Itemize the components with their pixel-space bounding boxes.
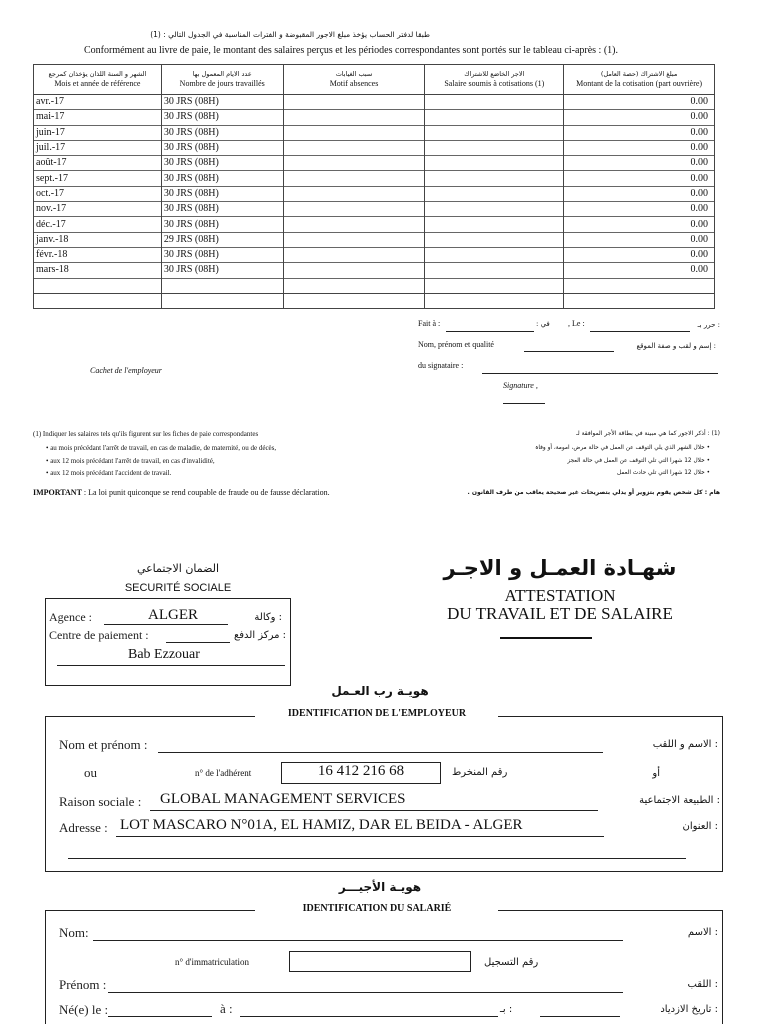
cell-month: août-17 xyxy=(34,156,162,171)
employer-nom-label: Nom et prénom : xyxy=(59,737,148,752)
cell-days: 30 JRS (08H) xyxy=(161,263,283,278)
cell-salaire xyxy=(425,186,564,201)
prenom-label: Prénom : xyxy=(59,977,107,992)
cell-motif xyxy=(283,186,425,201)
header-motif: سبب الغيابات Motif absences xyxy=(283,65,425,95)
cell-month: juin-17 xyxy=(34,125,162,140)
employer-heading-french: IDENTIFICATION DE L'EMPLOYEUR xyxy=(287,708,467,719)
cell-cotisation: 0.00 xyxy=(564,110,715,125)
raison-value: GLOBAL MANAGEMENT SERVICES xyxy=(160,791,406,807)
table-row xyxy=(34,202,715,217)
cell-days: 30 JRS (08H) xyxy=(161,95,283,110)
raison-label: Raison sociale : xyxy=(59,794,142,809)
immat-box xyxy=(289,951,471,972)
cell-salaire xyxy=(425,171,564,186)
centre-label: Centre de paiement : xyxy=(49,628,149,642)
immat-label: n° d'immatriculation xyxy=(175,957,249,967)
table-header-row xyxy=(34,65,715,95)
cell-days: 30 JRS (08H) xyxy=(161,202,283,217)
cell-days: 30 JRS (08H) xyxy=(161,186,283,201)
employee-heading-arabic: هويـة الأجيـــر xyxy=(338,880,422,894)
cell-motif xyxy=(283,95,425,110)
fi-label: في : xyxy=(536,320,550,328)
cell-cotisation: 0.00 xyxy=(564,171,715,186)
table-row xyxy=(34,125,715,140)
cell-month: sept.-17 xyxy=(34,171,162,186)
table-row xyxy=(34,186,715,201)
employer-ou-arabic: أو xyxy=(652,768,660,779)
cell-motif xyxy=(283,110,425,125)
notes-fr-item: • aux 12 mois précédant l'accident de travail. xyxy=(46,469,172,477)
cell-salaire xyxy=(425,263,564,278)
cell-salaire xyxy=(425,140,564,155)
adresse-label: Adresse : xyxy=(59,820,108,835)
notes-ar-item: • خلال الشهر الذي يلي التوقف عن العمل في حالة مرض، امومة، أو وفاة xyxy=(535,445,710,451)
cell-cotisation: 0.00 xyxy=(564,156,715,171)
notes-fr-title: (1) Indiquer les salaires tels qu'ils figurent sur les fiches de paie correspondantes xyxy=(33,430,259,438)
cell-cotisation: 0.00 xyxy=(564,140,715,155)
cell-month: mai-17 xyxy=(34,110,162,125)
employee-nom-label: Nom: xyxy=(59,925,89,940)
cell-cotisation: 0.00 xyxy=(564,186,715,201)
nom-qualite-label: Nom, prénom et qualité xyxy=(418,340,494,349)
fait-a-label: Fait à : xyxy=(418,319,441,328)
intro-french: Conformément au livre de paie, le montant des salaires perçus et les périodes correspondantes sont portés sur le tableau ci-après : (1). xyxy=(84,45,618,56)
centre-value: Bab Ezzouar xyxy=(128,647,200,662)
table-row xyxy=(34,156,715,171)
important-ar: هام : كل شخص يقوم بتزوير أو يدلي بتصريحات غير صحيحة يعاقب من طرف القانون . xyxy=(467,489,720,496)
cell-cotisation: 0.00 xyxy=(564,217,715,232)
cell-salaire xyxy=(425,217,564,232)
cell-salaire xyxy=(425,202,564,217)
raison-arabic: : الطبيعة الاجتماعية xyxy=(639,795,720,806)
cell-month xyxy=(34,278,162,293)
cell-motif xyxy=(283,125,425,140)
cell-cotisation xyxy=(564,278,715,293)
centre-arabic: : مركز الدفع xyxy=(233,630,286,641)
adresse-value: LOT MASCARO N°01A, EL HAMIZ, DAR EL BEIDA - ALGER xyxy=(120,817,523,833)
cell-motif xyxy=(283,217,425,232)
table-row xyxy=(34,140,715,155)
employer-ou-label: ou xyxy=(84,765,97,780)
header-cotisation: مبلغ الاشتراك (حصة العامل) Montant de la cotisation (part ouvrière) xyxy=(564,65,715,95)
cell-cotisation: 0.00 xyxy=(564,263,715,278)
secu-french: SECURITÉ SOCIALE xyxy=(124,582,232,594)
table-row xyxy=(34,110,715,125)
prenom-arabic: : اللقب xyxy=(687,979,718,990)
notes-ar-list xyxy=(535,442,710,480)
du-signataire-label: du signataire : xyxy=(418,361,464,370)
cell-motif xyxy=(283,278,425,293)
header-month: الشهر و السنة اللذان يؤخذان كمرجع Mois et année de référence xyxy=(34,65,162,95)
cell-motif xyxy=(283,171,425,186)
cell-month: févr.-18 xyxy=(34,247,162,262)
cell-days: 30 JRS (08H) xyxy=(161,125,283,140)
notes-fr-item: • aux 12 mois précédant l'arrêt de travail, en cas d'invalidité, xyxy=(46,456,215,465)
cell-salaire xyxy=(425,232,564,247)
cell-days: 30 JRS (08H) xyxy=(161,110,283,125)
table-row xyxy=(34,263,715,278)
cell-days: 30 JRS (08H) xyxy=(161,247,283,262)
cell-days: 30 JRS (08H) xyxy=(161,217,283,232)
cell-days: 30 JRS (08H) xyxy=(161,171,283,186)
intro-arabic: طبقا لدفتر الحساب يؤخذ مبلغ الاجور المقبوضة و الفترات المناسبة في الجدول التالي : (1) xyxy=(150,30,430,39)
table-row xyxy=(34,95,715,110)
harrir-label: : حرر بـ xyxy=(697,321,720,329)
ism-sifa-label: : إسم و لقب و صفة الموقع xyxy=(636,342,716,350)
cell-days: 29 JRS (08H) xyxy=(161,232,283,247)
cell-cotisation: 0.00 xyxy=(564,247,715,262)
bi-arabic: : بـ xyxy=(500,1004,513,1015)
title-line1: ATTESTATION xyxy=(504,586,616,605)
le-label: , Le : xyxy=(568,319,585,328)
cell-month: mars-18 xyxy=(34,263,162,278)
cell-days xyxy=(161,278,283,293)
cell-motif xyxy=(283,232,425,247)
cell-salaire xyxy=(425,95,564,110)
employee-nom-arabic: : الاسم xyxy=(687,927,718,938)
cell-cotisation: 0.00 xyxy=(564,125,715,140)
table-row xyxy=(34,171,715,186)
cell-motif xyxy=(283,247,425,262)
important-fr: IMPORTANT : La loi punit quiconque se rend coupable de fraude ou de fausse déclaration. xyxy=(33,488,330,497)
notes-ar-item: • خلال 12 شهرا التي تلي التوقف عن العمل في حالة العجز xyxy=(567,457,710,464)
cell-month: déc.-17 xyxy=(34,217,162,232)
header-days: عدد الايام المعمول بها Nombre de jours travaillés xyxy=(161,65,283,95)
table-row xyxy=(34,278,715,293)
cell-motif xyxy=(283,202,425,217)
notes-fr-item: • au mois précédant l'arrêt de travail, en cas de maladie, de maternité, ou de décès, xyxy=(46,444,277,452)
cell-salaire xyxy=(425,278,564,293)
agence-label: Agence : xyxy=(49,610,92,624)
title-arabic: شهـادة العمـل و الاجـر xyxy=(443,556,677,580)
title-line2: DU TRAVAIL ET DE SALAIRE xyxy=(447,604,673,623)
cell-salaire xyxy=(425,125,564,140)
cell-cotisation: 0.00 xyxy=(564,95,715,110)
table-row xyxy=(34,217,715,232)
title-underline xyxy=(500,637,592,639)
cachet-label: Cachet de l'employeur xyxy=(90,366,162,375)
adherent-arabic: رقم المنخرط xyxy=(452,767,508,778)
agence-arabic: : وكالة xyxy=(254,612,282,623)
a-label: à : xyxy=(220,1001,233,1016)
cell-month: janv.-18 xyxy=(34,232,162,247)
employee-heading-french: IDENTIFICATION DU SALARIÉ xyxy=(302,903,452,914)
notes-fr-list xyxy=(46,442,276,480)
adherent-value: 16 412 216 68 xyxy=(317,763,405,779)
employer-nom-arabic: : الاسم و اللقب xyxy=(652,739,718,750)
date-naissance-arabic: : تاريخ الازدياد xyxy=(660,1004,718,1015)
signature-label: Signature , xyxy=(503,381,538,390)
notes-ar-item: • خلال 12 شهرا التي تلي حادث العمل xyxy=(617,470,710,476)
notes-ar-title: (1) : أذكر الاجور كما هي مبينة في بطاقة الأجر الموافقة لـ xyxy=(576,430,720,437)
cell-salaire xyxy=(425,156,564,171)
agence-value: ALGER xyxy=(148,607,198,623)
immat-arabic: رقم التسجيل xyxy=(484,957,539,968)
cell-month: avr.-17 xyxy=(34,95,162,110)
cell-month: oct.-17 xyxy=(34,186,162,201)
cell-days: 30 JRS (08H) xyxy=(161,156,283,171)
cell-cotisation: 0.00 xyxy=(564,232,715,247)
cell-month: nov.-17 xyxy=(34,202,162,217)
cell-motif xyxy=(283,263,425,278)
cell-cotisation: 0.00 xyxy=(564,202,715,217)
employer-heading-arabic: هويـة رب العـمل xyxy=(331,684,429,698)
table-row xyxy=(34,232,715,247)
cell-month: juil.-17 xyxy=(34,140,162,155)
salary-table xyxy=(33,64,715,309)
cell-salaire xyxy=(425,110,564,125)
adresse-arabic: : العنوان xyxy=(682,821,718,832)
ne-le-label: Né(e) le : xyxy=(59,1002,109,1017)
header-salaire: الاجر الخاضع للاشتراك Salaire soumis à cotisations (1) xyxy=(425,65,564,95)
table-spacer-row xyxy=(34,293,715,308)
cell-salaire xyxy=(425,247,564,262)
table-row xyxy=(34,247,715,262)
cell-motif xyxy=(283,156,425,171)
cell-motif xyxy=(283,140,425,155)
secu-arabic: الضمان الاجتماعي xyxy=(136,562,220,575)
adherent-label: n° de l'adhérent xyxy=(195,768,252,778)
cell-days: 30 JRS (08H) xyxy=(161,140,283,155)
